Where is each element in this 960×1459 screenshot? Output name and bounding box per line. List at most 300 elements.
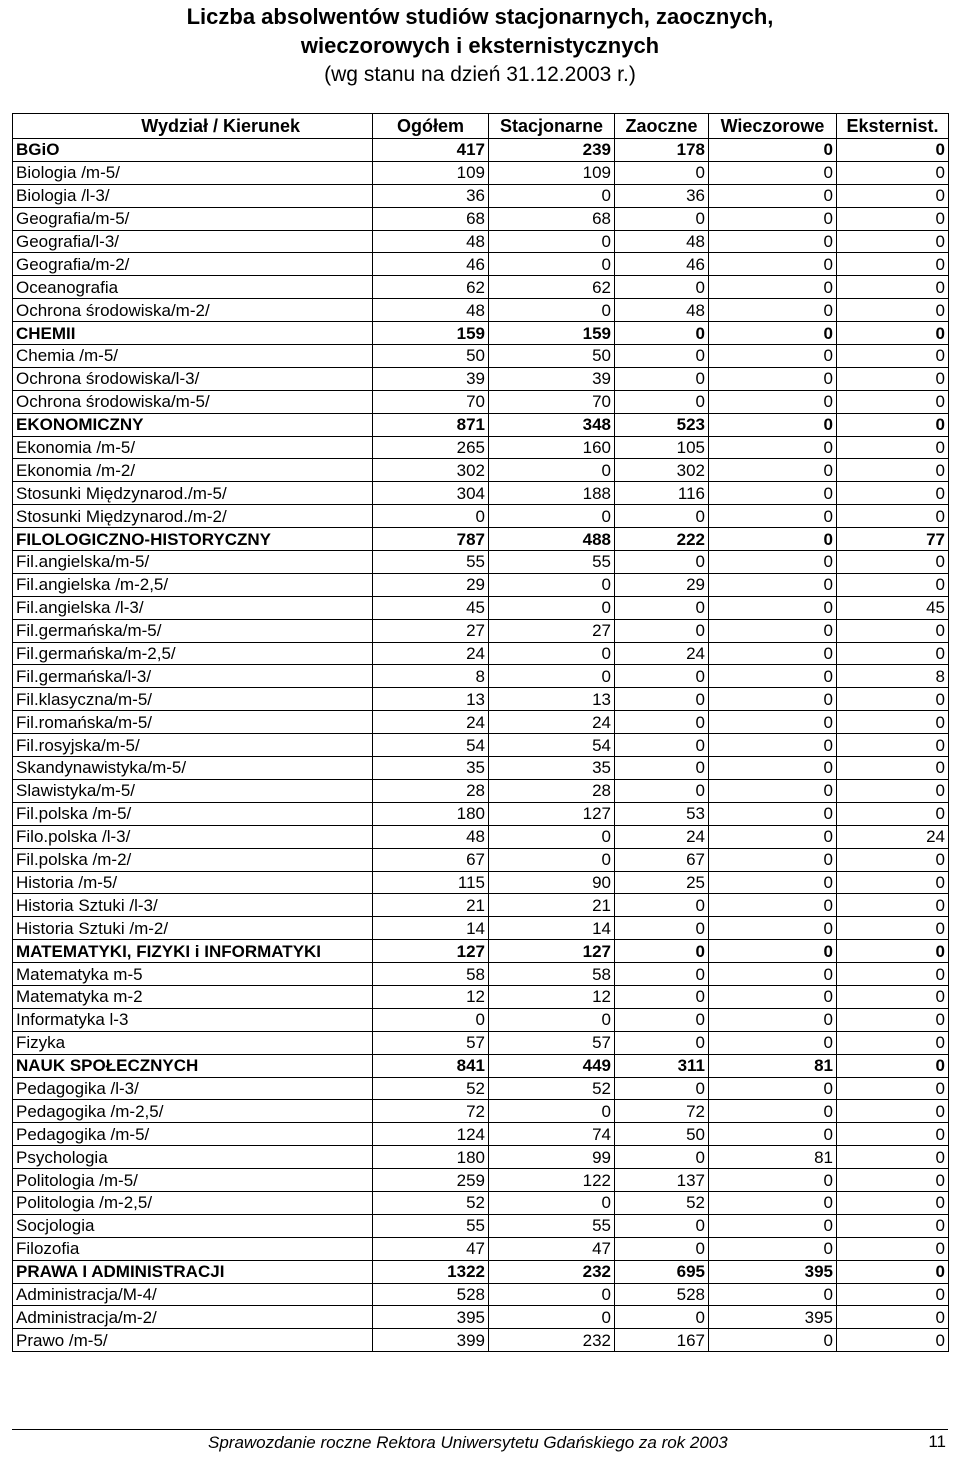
- table-row: [13, 688, 949, 711]
- cell-full-time: 0: [489, 825, 615, 848]
- cell-part-time: 24: [615, 825, 709, 848]
- title-line-2: wieczorowych i eksternistycznych: [300, 33, 660, 58]
- cell-evening: 0: [709, 528, 837, 551]
- table-row: [13, 1329, 949, 1352]
- cell-evening: 0: [709, 940, 837, 963]
- cell-course-name: Fil.germańska/m-5/: [13, 619, 373, 642]
- cell-course-name: Skandynawistyka/m-5/: [13, 757, 373, 780]
- cell-full-time: 0: [489, 230, 615, 253]
- cell-part-time: 48: [615, 299, 709, 322]
- cell-total: 1322: [373, 1260, 489, 1283]
- table-row: [13, 345, 949, 368]
- cell-evening: 0: [709, 985, 837, 1008]
- cell-total: 12: [373, 985, 489, 1008]
- cell-external: 0: [837, 894, 949, 917]
- cell-course-name: Matematyka m-2: [13, 985, 373, 1008]
- cell-full-time: 0: [489, 642, 615, 665]
- cell-evening: 0: [709, 459, 837, 482]
- cell-course-name: Slawistyka/m-5/: [13, 779, 373, 802]
- cell-external: 0: [837, 1329, 949, 1352]
- cell-part-time: 48: [615, 230, 709, 253]
- cell-evening: 0: [709, 688, 837, 711]
- cell-course-name: Ochrona środowiska/l-3/: [13, 367, 373, 390]
- table-row: [13, 505, 949, 528]
- cell-total: 265: [373, 436, 489, 459]
- cell-full-time: 24: [489, 711, 615, 734]
- cell-part-time: 137: [615, 1169, 709, 1192]
- cell-external: 0: [837, 1191, 949, 1214]
- cell-external: 0: [837, 1008, 949, 1031]
- cell-external: 0: [837, 276, 949, 299]
- cell-evening: 0: [709, 734, 837, 757]
- cell-total: 24: [373, 642, 489, 665]
- cell-part-time: 105: [615, 436, 709, 459]
- cell-external: 0: [837, 1031, 949, 1054]
- cell-total: 47: [373, 1237, 489, 1260]
- cell-full-time: 449: [489, 1054, 615, 1077]
- cell-course-name: Matematyka m-5: [13, 963, 373, 986]
- cell-part-time: 116: [615, 482, 709, 505]
- table-row: [13, 1077, 949, 1100]
- cell-full-time: 0: [489, 1008, 615, 1031]
- cell-course-name: Fil.romańska/m-5/: [13, 711, 373, 734]
- faculty-row: [13, 139, 949, 162]
- faculty-row: [13, 528, 949, 551]
- cell-total: 13: [373, 688, 489, 711]
- table-row: [13, 459, 949, 482]
- footer-text: Sprawozdanie roczne Rektora Uniwersytetu Gdańskiego za rok 2003: [208, 1433, 728, 1452]
- table-row: [13, 985, 949, 1008]
- cell-course-name: Stosunki Międzynarod./m-2/: [13, 505, 373, 528]
- cell-part-time: 0: [615, 619, 709, 642]
- cell-total: 0: [373, 505, 489, 528]
- cell-course-name: Geografia/m-2/: [13, 253, 373, 276]
- cell-full-time: 27: [489, 619, 615, 642]
- cell-total: 57: [373, 1031, 489, 1054]
- cell-evening: 81: [709, 1146, 837, 1169]
- cell-total: 28: [373, 779, 489, 802]
- cell-course-name: Fil.polska /m-5/: [13, 802, 373, 825]
- cell-evening: 0: [709, 596, 837, 619]
- header-total: Ogółem: [373, 114, 489, 139]
- cell-course-name: Socjologia: [13, 1214, 373, 1237]
- cell-part-time: 67: [615, 848, 709, 871]
- cell-course-name: Fizyka: [13, 1031, 373, 1054]
- table-row: [13, 573, 949, 596]
- table-row: [13, 1146, 949, 1169]
- cell-evening: 395: [709, 1260, 837, 1283]
- cell-course-name: Chemia /m-5/: [13, 345, 373, 368]
- faculty-name-cell: FILOLOGICZNO-HISTORYCZNY: [13, 528, 373, 551]
- table-row: [13, 619, 949, 642]
- cell-external: 0: [837, 413, 949, 436]
- cell-external: 0: [837, 1260, 949, 1283]
- faculty-name-cell: BGiO: [13, 139, 373, 162]
- cell-total: 46: [373, 253, 489, 276]
- cell-part-time: 0: [615, 894, 709, 917]
- cell-total: 124: [373, 1123, 489, 1146]
- cell-total: 35: [373, 757, 489, 780]
- cell-part-time: 36: [615, 184, 709, 207]
- cell-full-time: 348: [489, 413, 615, 436]
- cell-part-time: 0: [615, 779, 709, 802]
- cell-full-time: 55: [489, 551, 615, 574]
- document-title: [0, 2, 960, 89]
- cell-part-time: 0: [615, 1077, 709, 1100]
- cell-part-time: 46: [615, 253, 709, 276]
- cell-external: 0: [837, 734, 949, 757]
- cell-part-time: 0: [615, 917, 709, 940]
- cell-evening: 0: [709, 299, 837, 322]
- header-evening: Wieczorowe: [709, 114, 837, 139]
- cell-full-time: 28: [489, 779, 615, 802]
- cell-course-name: Psychologia: [13, 1146, 373, 1169]
- cell-part-time: 72: [615, 1100, 709, 1123]
- cell-course-name: Fil.angielska /m-2,5/: [13, 573, 373, 596]
- cell-full-time: 90: [489, 871, 615, 894]
- cell-total: 48: [373, 230, 489, 253]
- cell-evening: 0: [709, 871, 837, 894]
- faculty-name-cell: NAUK SPOŁECZNYCH: [13, 1054, 373, 1077]
- cell-part-time: 52: [615, 1191, 709, 1214]
- cell-evening: 0: [709, 963, 837, 986]
- cell-course-name: Administracja/m-2/: [13, 1306, 373, 1329]
- table-row: [13, 871, 949, 894]
- cell-course-name: Fil.germańska/l-3/: [13, 665, 373, 688]
- cell-evening: 0: [709, 1283, 837, 1306]
- cell-full-time: 74: [489, 1123, 615, 1146]
- cell-evening: 0: [709, 413, 837, 436]
- page-number: 11: [928, 1432, 946, 1451]
- cell-external: 77: [837, 528, 949, 551]
- cell-course-name: Historia Sztuki /l-3/: [13, 894, 373, 917]
- cell-part-time: 178: [615, 139, 709, 162]
- cell-part-time: 0: [615, 688, 709, 711]
- cell-external: 0: [837, 688, 949, 711]
- cell-evening: 0: [709, 917, 837, 940]
- cell-evening: 0: [709, 894, 837, 917]
- cell-full-time: 52: [489, 1077, 615, 1100]
- cell-external: 0: [837, 848, 949, 871]
- cell-total: 417: [373, 139, 489, 162]
- table-row: [13, 1008, 949, 1031]
- cell-total: 48: [373, 825, 489, 848]
- table-row: [13, 1169, 949, 1192]
- cell-external: 0: [837, 551, 949, 574]
- table-row: [13, 757, 949, 780]
- table-row: [13, 436, 949, 459]
- cell-part-time: 167: [615, 1329, 709, 1352]
- cell-part-time: 0: [615, 1031, 709, 1054]
- cell-total: 841: [373, 1054, 489, 1077]
- faculty-name-cell: EKONOMICZNY: [13, 413, 373, 436]
- cell-part-time: 302: [615, 459, 709, 482]
- cell-total: 54: [373, 734, 489, 757]
- cell-course-name: Pedagogika /m-2,5/: [13, 1100, 373, 1123]
- cell-course-name: Fil.germańska/m-2,5/: [13, 642, 373, 665]
- faculty-row: [13, 413, 949, 436]
- cell-full-time: 21: [489, 894, 615, 917]
- table-row: [13, 482, 949, 505]
- cell-evening: 81: [709, 1054, 837, 1077]
- cell-part-time: 222: [615, 528, 709, 551]
- cell-external: 8: [837, 665, 949, 688]
- cell-part-time: 0: [615, 1146, 709, 1169]
- cell-evening: 0: [709, 1237, 837, 1260]
- table-row: [13, 734, 949, 757]
- cell-external: 0: [837, 963, 949, 986]
- cell-total: 787: [373, 528, 489, 551]
- cell-full-time: 122: [489, 1169, 615, 1192]
- faculty-row: [13, 1054, 949, 1077]
- cell-course-name: Filo.polska /l-3/: [13, 825, 373, 848]
- cell-evening: 0: [709, 322, 837, 345]
- cell-external: 0: [837, 1054, 949, 1077]
- cell-evening: 395: [709, 1306, 837, 1329]
- cell-course-name: Oceanografia: [13, 276, 373, 299]
- cell-full-time: 0: [489, 1283, 615, 1306]
- cell-full-time: 232: [489, 1260, 615, 1283]
- cell-evening: 0: [709, 139, 837, 162]
- cell-course-name: Fil.polska /m-2/: [13, 848, 373, 871]
- table-row: [13, 596, 949, 619]
- table-row: [13, 1306, 949, 1329]
- cell-external: 0: [837, 619, 949, 642]
- cell-external: 0: [837, 436, 949, 459]
- cell-evening: 0: [709, 1169, 837, 1192]
- cell-full-time: 99: [489, 1146, 615, 1169]
- cell-evening: 0: [709, 551, 837, 574]
- table-row: [13, 779, 949, 802]
- cell-evening: 0: [709, 711, 837, 734]
- cell-total: 399: [373, 1329, 489, 1352]
- cell-part-time: 0: [615, 1306, 709, 1329]
- table-row: [13, 848, 949, 871]
- cell-total: 21: [373, 894, 489, 917]
- cell-evening: 0: [709, 802, 837, 825]
- cell-total: 27: [373, 619, 489, 642]
- cell-evening: 0: [709, 1329, 837, 1352]
- cell-total: 48: [373, 299, 489, 322]
- cell-full-time: 58: [489, 963, 615, 986]
- cell-course-name: Administracja/M-4/: [13, 1283, 373, 1306]
- cell-total: 302: [373, 459, 489, 482]
- cell-external: 0: [837, 1123, 949, 1146]
- cell-evening: 0: [709, 573, 837, 596]
- cell-course-name: Fil.klasyczna/m-5/: [13, 688, 373, 711]
- cell-external: 0: [837, 573, 949, 596]
- cell-total: 50: [373, 345, 489, 368]
- cell-part-time: 0: [615, 985, 709, 1008]
- cell-external: 0: [837, 871, 949, 894]
- faculty-name-cell: PRAWA I ADMINISTRACJI: [13, 1260, 373, 1283]
- cell-evening: 0: [709, 825, 837, 848]
- cell-evening: 0: [709, 276, 837, 299]
- cell-course-name: Informatyka l-3: [13, 1008, 373, 1031]
- cell-full-time: 0: [489, 253, 615, 276]
- cell-part-time: 0: [615, 1008, 709, 1031]
- cell-evening: 0: [709, 642, 837, 665]
- cell-external: 0: [837, 711, 949, 734]
- cell-evening: 0: [709, 1123, 837, 1146]
- cell-external: 0: [837, 1169, 949, 1192]
- cell-evening: 0: [709, 1031, 837, 1054]
- cell-part-time: 0: [615, 505, 709, 528]
- cell-evening: 0: [709, 253, 837, 276]
- cell-total: 55: [373, 1214, 489, 1237]
- table-header-row: [13, 114, 949, 139]
- cell-external: 0: [837, 1237, 949, 1260]
- cell-evening: 0: [709, 757, 837, 780]
- cell-course-name: Biologia /m-5/: [13, 161, 373, 184]
- cell-total: 58: [373, 963, 489, 986]
- cell-part-time: 0: [615, 367, 709, 390]
- cell-total: 14: [373, 917, 489, 940]
- cell-part-time: 0: [615, 963, 709, 986]
- cell-full-time: 13: [489, 688, 615, 711]
- table-row: [13, 1123, 949, 1146]
- cell-total: 528: [373, 1283, 489, 1306]
- cell-total: 45: [373, 596, 489, 619]
- cell-full-time: 0: [489, 299, 615, 322]
- cell-part-time: 0: [615, 734, 709, 757]
- cell-part-time: 29: [615, 573, 709, 596]
- cell-external: 0: [837, 184, 949, 207]
- cell-course-name: Pedagogika /l-3/: [13, 1077, 373, 1100]
- cell-external: 0: [837, 1306, 949, 1329]
- cell-part-time: 24: [615, 642, 709, 665]
- cell-part-time: 0: [615, 161, 709, 184]
- cell-external: 0: [837, 985, 949, 1008]
- cell-evening: 0: [709, 1191, 837, 1214]
- cell-external: 0: [837, 779, 949, 802]
- table-row: [13, 184, 949, 207]
- cell-full-time: 0: [489, 459, 615, 482]
- cell-total: 180: [373, 1146, 489, 1169]
- cell-course-name: Historia /m-5/: [13, 871, 373, 894]
- cell-part-time: 0: [615, 757, 709, 780]
- table-row: [13, 1237, 949, 1260]
- table-row: [13, 642, 949, 665]
- cell-total: 36: [373, 184, 489, 207]
- cell-part-time: 25: [615, 871, 709, 894]
- cell-total: 109: [373, 161, 489, 184]
- cell-evening: 0: [709, 367, 837, 390]
- cell-full-time: 127: [489, 802, 615, 825]
- cell-full-time: 50: [489, 345, 615, 368]
- cell-course-name: Ochrona środowiska/m-5/: [13, 390, 373, 413]
- cell-part-time: 311: [615, 1054, 709, 1077]
- cell-full-time: 0: [489, 1100, 615, 1123]
- cell-external: 0: [837, 1283, 949, 1306]
- cell-external: 0: [837, 230, 949, 253]
- cell-evening: 0: [709, 184, 837, 207]
- cell-part-time: 0: [615, 596, 709, 619]
- cell-full-time: 62: [489, 276, 615, 299]
- cell-part-time: 0: [615, 345, 709, 368]
- cell-full-time: 160: [489, 436, 615, 459]
- cell-total: 24: [373, 711, 489, 734]
- cell-external: 0: [837, 161, 949, 184]
- cell-full-time: 54: [489, 734, 615, 757]
- cell-full-time: 0: [489, 848, 615, 871]
- cell-total: 395: [373, 1306, 489, 1329]
- cell-evening: 0: [709, 390, 837, 413]
- cell-full-time: 0: [489, 1191, 615, 1214]
- cell-total: 159: [373, 322, 489, 345]
- cell-part-time: 695: [615, 1260, 709, 1283]
- cell-external: 0: [837, 1077, 949, 1100]
- faculty-name-cell: MATEMATYKI, FIZYKI i INFORMATYKI: [13, 940, 373, 963]
- cell-total: 62: [373, 276, 489, 299]
- cell-course-name: Geografia/l-3/: [13, 230, 373, 253]
- table-row: [13, 1283, 949, 1306]
- cell-external: 0: [837, 207, 949, 230]
- cell-course-name: Fil.angielska/m-5/: [13, 551, 373, 574]
- cell-part-time: 0: [615, 390, 709, 413]
- header-part-time: Zaoczne: [615, 114, 709, 139]
- cell-total: 70: [373, 390, 489, 413]
- cell-full-time: 68: [489, 207, 615, 230]
- cell-evening: 0: [709, 1214, 837, 1237]
- cell-total: 8: [373, 665, 489, 688]
- cell-external: 0: [837, 802, 949, 825]
- cell-total: 29: [373, 573, 489, 596]
- cell-full-time: 14: [489, 917, 615, 940]
- cell-part-time: 0: [615, 322, 709, 345]
- cell-part-time: 0: [615, 551, 709, 574]
- faculty-name-cell: CHEMII: [13, 322, 373, 345]
- cell-part-time: 0: [615, 207, 709, 230]
- table-row: [13, 161, 949, 184]
- cell-external: 0: [837, 642, 949, 665]
- cell-full-time: 47: [489, 1237, 615, 1260]
- cell-full-time: 232: [489, 1329, 615, 1352]
- table-row: [13, 276, 949, 299]
- cell-course-name: Politologia /m-5/: [13, 1169, 373, 1192]
- cell-course-name: Stosunki Międzynarod./m-5/: [13, 482, 373, 505]
- cell-course-name: Historia Sztuki /m-2/: [13, 917, 373, 940]
- cell-external: 0: [837, 505, 949, 528]
- cell-total: 72: [373, 1100, 489, 1123]
- cell-external: 0: [837, 367, 949, 390]
- cell-full-time: 39: [489, 367, 615, 390]
- table-row: [13, 367, 949, 390]
- cell-external: 0: [837, 345, 949, 368]
- cell-total: 871: [373, 413, 489, 436]
- cell-course-name: Politologia /m-2,5/: [13, 1191, 373, 1214]
- table-row: [13, 299, 949, 322]
- cell-part-time: 0: [615, 711, 709, 734]
- cell-external: 0: [837, 1214, 949, 1237]
- table-row: [13, 230, 949, 253]
- cell-total: 0: [373, 1008, 489, 1031]
- table-row: [13, 711, 949, 734]
- cell-part-time: 0: [615, 665, 709, 688]
- table-row: [13, 207, 949, 230]
- cell-part-time: 0: [615, 276, 709, 299]
- cell-total: 259: [373, 1169, 489, 1192]
- table-row: [13, 253, 949, 276]
- cell-evening: 0: [709, 505, 837, 528]
- cell-evening: 0: [709, 1100, 837, 1123]
- cell-external: 24: [837, 825, 949, 848]
- table-body: [13, 139, 949, 1352]
- cell-full-time: 488: [489, 528, 615, 551]
- cell-external: 0: [837, 253, 949, 276]
- faculty-row: [13, 322, 949, 345]
- cell-total: 67: [373, 848, 489, 871]
